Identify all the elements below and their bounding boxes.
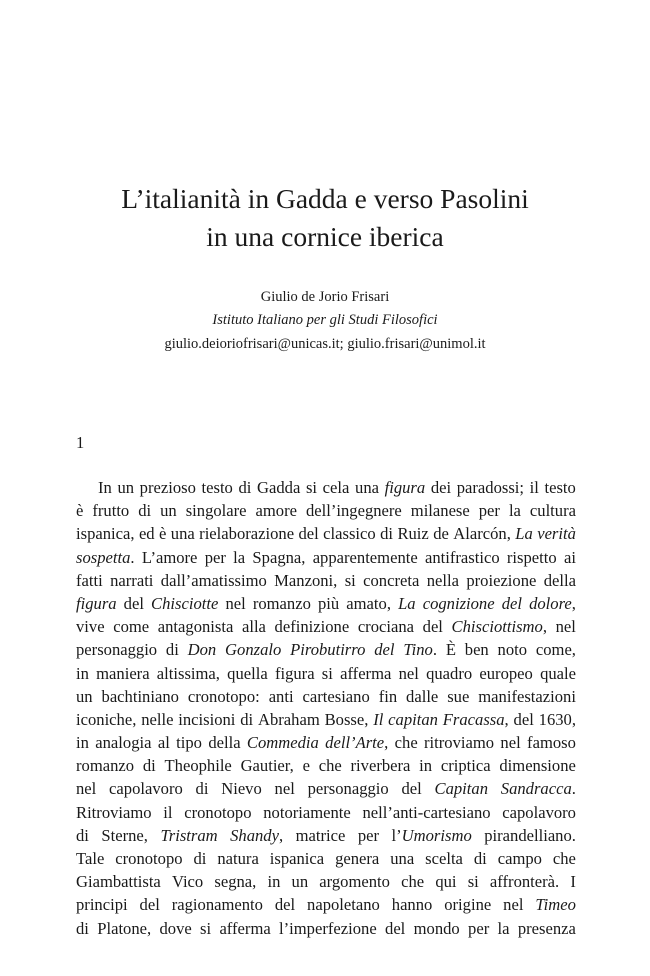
text-line [76, 615, 576, 638]
word: afferma [219, 918, 271, 938]
word: Tino. [403, 640, 437, 660]
word: pirandelliano. [484, 825, 576, 845]
word: ai [563, 547, 576, 567]
word: origine [444, 895, 492, 915]
word: Shandy, [230, 825, 284, 845]
word: nella [426, 570, 459, 590]
title-line-2: in una cornice iberica [206, 221, 444, 252]
word: dall’amatissimo [160, 570, 267, 590]
word: sospetta. [76, 547, 135, 567]
word: Pirobutirro [290, 640, 366, 660]
word: antifrastico [425, 547, 500, 567]
word: ed [138, 524, 155, 544]
word: una [170, 524, 195, 544]
word: si [344, 570, 356, 590]
word: la [233, 547, 246, 567]
word: dalle [406, 686, 439, 706]
text-line [76, 685, 576, 708]
word: in [419, 756, 433, 776]
word: del [385, 918, 406, 938]
word: amore [255, 501, 297, 521]
word: napoletano [307, 895, 380, 915]
word: dimensione [499, 756, 576, 776]
word: cronotopo [115, 849, 183, 868]
word: di [380, 524, 394, 544]
word: mondo [413, 918, 460, 938]
text-line [76, 870, 576, 893]
word: un [76, 686, 93, 706]
word: ispanica, [76, 524, 135, 544]
word: Abraham [258, 709, 320, 729]
word: un [160, 501, 177, 521]
section-number: 1 [76, 433, 85, 452]
word: segna, [214, 872, 257, 892]
author-affiliation: Istituto Italiano per gli Studi Filosofici [212, 312, 438, 328]
word: sue [447, 686, 470, 706]
word: Don [187, 640, 217, 660]
word: Giambattista [76, 872, 161, 892]
word: di [238, 478, 252, 497]
word: Sterne, [101, 825, 148, 845]
text-line [76, 777, 576, 800]
word: del [123, 593, 144, 613]
word: quella [227, 663, 268, 683]
word: Gautier, [240, 756, 294, 776]
word: in [76, 733, 89, 753]
word: del [401, 779, 422, 799]
word: di [76, 825, 89, 845]
word: capitan [388, 709, 438, 729]
word: alla [241, 617, 266, 637]
text-line [76, 592, 576, 615]
word: riverbera [350, 756, 411, 776]
word: nel [274, 779, 295, 799]
word: quale [540, 663, 576, 683]
word: nel [225, 593, 246, 613]
word: come [113, 617, 150, 637]
word: rispetto [506, 547, 557, 567]
word: Platone, [97, 918, 152, 938]
text-line [76, 638, 576, 661]
word: qui [435, 872, 457, 892]
word: capolavoro [109, 779, 183, 799]
word: si [200, 918, 212, 938]
word: europeo [479, 663, 533, 683]
word: in [76, 663, 89, 683]
word: per [357, 825, 380, 845]
word: prezioso [139, 478, 196, 497]
word: Capitan [434, 779, 488, 799]
word: che [552, 849, 576, 868]
word: Sandracca. [500, 779, 576, 799]
word: I [570, 872, 576, 892]
word: noto [497, 640, 528, 660]
word: La [515, 524, 533, 544]
word: altissima, [156, 663, 220, 683]
word: cronotopo [184, 802, 252, 822]
word: del [139, 895, 160, 915]
word: testo [201, 478, 233, 497]
word: L’amore [141, 547, 198, 567]
word: una [390, 849, 415, 868]
word: bachtiniano [101, 686, 179, 706]
word: classico [323, 524, 376, 544]
word: di [473, 849, 487, 868]
word: iconiche, [76, 709, 137, 729]
word: narrati [110, 570, 154, 590]
word: Tristram [160, 825, 218, 845]
text-line [76, 731, 576, 754]
word: si [321, 663, 333, 683]
word: più [317, 593, 340, 613]
word: si [467, 872, 479, 892]
word: cartesiano [302, 686, 370, 706]
word: natura [217, 849, 259, 868]
word: figura [76, 593, 117, 613]
word: ben [464, 640, 489, 660]
word: figura [384, 478, 426, 497]
word: Gadda [257, 478, 301, 497]
word: genera [335, 849, 380, 868]
word: di [165, 640, 179, 660]
word: Nievo [221, 779, 262, 799]
word: afferma [340, 663, 392, 683]
word: fin [378, 686, 398, 706]
word: la [508, 501, 521, 521]
word: hanno [391, 895, 433, 915]
word: apparentemente [312, 547, 418, 567]
word: ragionamento [171, 895, 263, 915]
word: dei [430, 478, 452, 497]
word: il [529, 478, 539, 497]
word: Alarcón, [453, 524, 511, 544]
word: verità [537, 524, 576, 544]
word: Vico [171, 872, 204, 892]
word: della [543, 570, 576, 590]
text-line [76, 522, 576, 545]
word: di [240, 709, 254, 729]
word: ritroviamo [424, 733, 495, 753]
article-title [0, 180, 650, 256]
word: del [298, 524, 319, 544]
word: criptica [440, 756, 491, 776]
text-line [76, 708, 576, 731]
word: e [302, 756, 310, 776]
word: l’imperfezione [279, 918, 377, 938]
word: per [204, 547, 226, 567]
word: come, [535, 640, 576, 660]
word: proiezione [466, 570, 537, 590]
word: cognizione [422, 593, 495, 613]
word: del [374, 640, 395, 660]
word: anti [268, 686, 294, 706]
word: vive [76, 617, 105, 637]
word: nel [555, 617, 576, 637]
word: dell’Arte, [325, 733, 389, 753]
word: Tale [76, 849, 105, 868]
word: testo [544, 478, 576, 497]
word: figura [274, 663, 315, 683]
word: Chisciottismo, [451, 617, 547, 637]
word: nell’anti-cartesiano [362, 802, 491, 822]
word: Timeo [535, 895, 576, 915]
word: de [433, 524, 449, 544]
word: un [117, 478, 135, 497]
word: presenza [517, 918, 576, 938]
word: nel [76, 779, 97, 799]
word: personaggio [307, 779, 389, 799]
word: analogia [95, 733, 152, 753]
word: definizione [274, 617, 350, 637]
word: Commedia [246, 733, 319, 753]
text-line [76, 499, 576, 522]
word: della [208, 733, 241, 753]
word: matrice [295, 825, 346, 845]
word: di [193, 849, 207, 868]
text-line [76, 569, 576, 592]
word: di [76, 918, 89, 938]
word: Ruiz [397, 524, 429, 544]
word: cultura [529, 501, 576, 521]
word: tipo [176, 733, 202, 753]
word: è [76, 501, 84, 521]
word: Fracassa, [442, 709, 509, 729]
word: del [513, 709, 534, 729]
word: concreta [363, 570, 420, 590]
word: singolare [185, 501, 247, 521]
text-line [76, 847, 576, 870]
word: principi [76, 895, 128, 915]
word: fatti [76, 570, 103, 590]
text-line [76, 662, 576, 685]
word: che [401, 872, 425, 892]
word: dove [159, 918, 192, 938]
word: si [305, 478, 318, 497]
text-line [76, 917, 576, 940]
word: del [274, 895, 296, 915]
word: campo [497, 849, 542, 868]
word: l’Umorismo [391, 825, 472, 845]
text-line [76, 546, 576, 569]
word: famoso [527, 733, 576, 753]
text-line [76, 893, 576, 916]
word: che [318, 756, 342, 776]
word: incisioni [178, 709, 236, 729]
word: crociana [357, 617, 415, 637]
title-line-1: L’italianità in Gadda e verso Pasolini [121, 183, 529, 214]
word: la [497, 918, 510, 938]
word: di [142, 756, 156, 776]
body-paragraph [76, 476, 576, 940]
word: ispanica [269, 849, 325, 868]
word: nel [398, 663, 419, 683]
text-line [76, 754, 576, 777]
author-emails: giulio.deioriofrisari@unicas.it; giulio.frisari@unimol.it [164, 336, 486, 352]
word: per [478, 501, 500, 521]
word: in [267, 872, 281, 892]
word: che [394, 733, 418, 753]
word: Gonzalo [225, 640, 282, 660]
word: maniera [96, 663, 150, 683]
word: Ritroviamo [76, 802, 152, 822]
word: un [291, 872, 309, 892]
word: cela [322, 478, 350, 497]
word: affronterà. [489, 872, 560, 892]
word: frutto [92, 501, 130, 521]
author-name: Giulio de Jorio Frisari [260, 289, 390, 305]
word: cronotopo: [187, 686, 260, 706]
word: manifestazioni [478, 686, 576, 706]
word: Spagna, [252, 547, 306, 567]
word: paradossi; [456, 478, 525, 497]
word: scelta [425, 849, 463, 868]
word: 1630, [538, 709, 576, 729]
word: di [195, 779, 209, 799]
word: È [445, 640, 456, 660]
word: romanzo [76, 756, 135, 776]
word: argomento [319, 872, 390, 892]
word: rielaborazione [199, 524, 295, 544]
word: del [501, 593, 522, 613]
word: al [157, 733, 170, 753]
word: quadro [426, 663, 473, 683]
word: notoriamente [263, 802, 351, 822]
word: nel [503, 895, 524, 915]
word: per [468, 918, 490, 938]
word: dolore, [529, 593, 576, 613]
word: di [138, 501, 152, 521]
word: nel [500, 733, 521, 753]
word: Chisciotte [151, 593, 219, 613]
word: milanese [410, 501, 470, 521]
word: il [163, 802, 173, 822]
word: antagonista [157, 617, 234, 637]
word: amato, [346, 593, 391, 613]
word: una [355, 478, 379, 497]
word: In [98, 478, 112, 497]
word: nelle [141, 709, 174, 729]
word: personaggio [76, 640, 158, 660]
word: del [422, 617, 443, 637]
word: Theophile [164, 756, 232, 776]
word: Bosse, [324, 709, 369, 729]
word: capolavoro [502, 802, 576, 822]
word: è [159, 524, 167, 544]
word: dell’ingegnere [305, 501, 402, 521]
word: romanzo [252, 593, 311, 613]
text-line [76, 801, 576, 824]
text-line [76, 824, 576, 847]
word: La [398, 593, 416, 613]
text-line [76, 476, 576, 499]
word: Manzoni, [274, 570, 338, 590]
word: Il [373, 709, 384, 729]
